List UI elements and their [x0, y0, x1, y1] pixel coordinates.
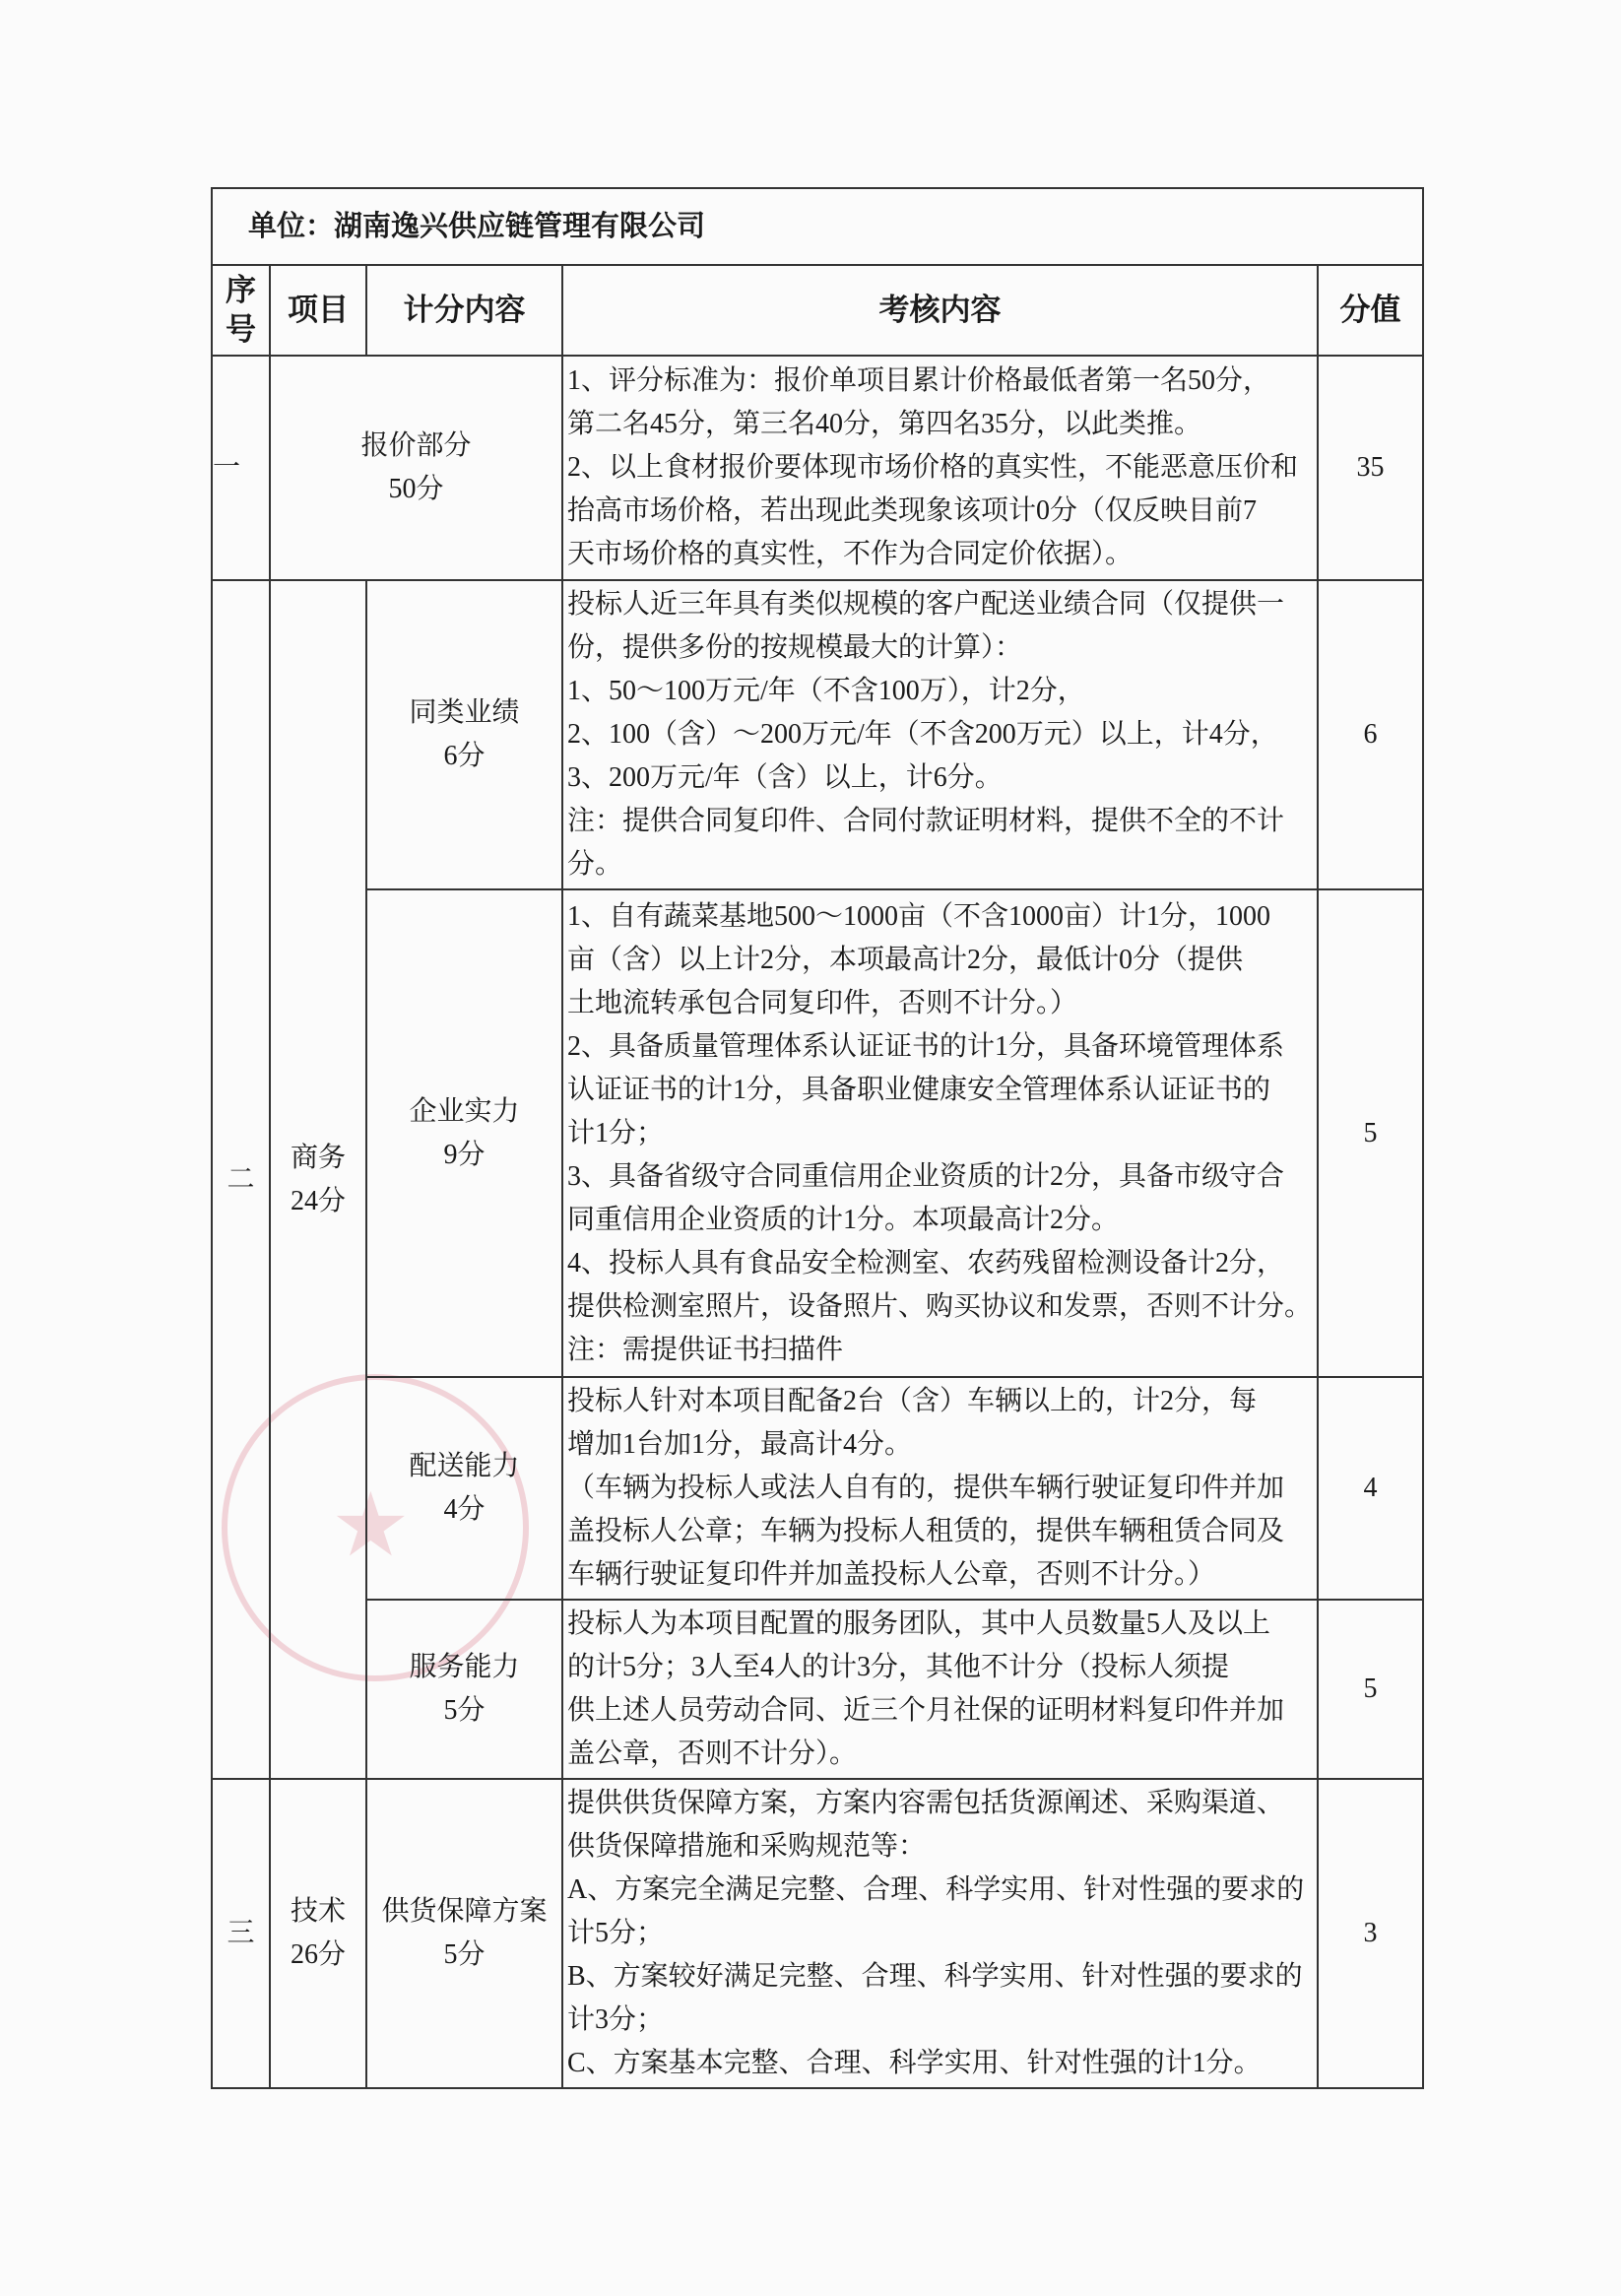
criteria-line: 抬高市场价格，若出现此类现象该项计0分（仅反映目前7	[567, 495, 1258, 526]
label-points: 4分	[443, 1494, 486, 1525]
label-points: 6分	[443, 741, 486, 771]
criteria-line: 投标人为本项目配置的服务团队，其中人员数量5人及以上	[567, 1608, 1271, 1639]
criteria-line: 4、投标人具有食品安全检测室、农药残留检测设备计2分，	[567, 1247, 1285, 1279]
criteria-line: 同重信用企业资质的计1分。本项最高计2分。	[567, 1204, 1120, 1235]
criteria-line: 亩（含）以上计2分，本项最高计2分，最低计0分（提供	[567, 944, 1244, 975]
row-criteria	[562, 889, 1318, 1377]
row-score: 35	[1318, 356, 1423, 580]
criteria-line: 3、200万元/年（含）以上，计6分。	[567, 762, 1003, 793]
criteria-line: 的计5分；3人至4人的计3分，其他不计分（投标人须提	[567, 1652, 1230, 1682]
table-row	[212, 889, 1423, 1377]
header-item: 项目	[270, 265, 366, 356]
header-row	[212, 265, 1423, 356]
label-points: 24分	[290, 1185, 346, 1216]
table-row	[212, 580, 1423, 889]
criteria-line: 盖投标人公章；车辆为投标人租赁的，提供车辆租赁合同及	[567, 1516, 1285, 1546]
label-points: 50分	[388, 474, 444, 504]
criteria-line: 注：需提供证书扫描件	[567, 1334, 844, 1365]
row-score: 3	[1318, 1779, 1423, 2088]
row-score: 6	[1318, 580, 1423, 889]
row-criteria	[562, 580, 1318, 889]
label-name: 配送能力	[409, 1451, 520, 1481]
row-criteria	[562, 1600, 1318, 1779]
criteria-line: 计5分；	[567, 1918, 665, 1948]
criteria-line: 认证证书的计1分，具备职业健康安全管理体系认证证书的	[567, 1074, 1271, 1105]
label-name: 技术	[290, 1896, 346, 1927]
label-points: 9分	[443, 1139, 486, 1170]
criteria-line: 供货保障措施和采购规范等：	[567, 1831, 927, 1862]
criteria-line: 1、自有蔬菜基地500～1000亩（不含1000亩）计1分，1000	[567, 900, 1271, 932]
criteria-line: 第二名45分，第三名40分，第四名35分，以此类推。	[567, 409, 1202, 439]
row-score: 5	[1318, 889, 1423, 1377]
criteria-line: 注：提供合同复印件、合同付款证明材料，提供不全的不计	[567, 806, 1285, 836]
criteria-line: B、方案较好满足完整、合理、科学实用、针对性强的要求的	[567, 1961, 1303, 1992]
row-criteria	[562, 1377, 1318, 1600]
criteria-line: 盖公章，否则不计分）。	[567, 1738, 858, 1769]
criteria-line: 1、50～100万元/年（不含100万），计2分，	[567, 676, 1085, 706]
label-name: 商务	[290, 1142, 346, 1173]
criteria-line: 3、具备省级守合同重信用企业资质的计2分，具备市级守合	[567, 1160, 1285, 1192]
header-score: 分值	[1318, 265, 1423, 356]
criteria-line: 分。	[567, 849, 623, 880]
row-criteria	[562, 356, 1318, 580]
row-seq: 三	[212, 1779, 270, 2088]
label-points: 5分	[443, 1939, 486, 1970]
row-seq: 一	[212, 356, 270, 580]
label-points: 26分	[290, 1939, 346, 1970]
criteria-line: 车辆行驶证复印件并加盖投标人公章，否则不计分。）	[567, 1559, 1216, 1590]
criteria-line: 投标人近三年具有类似规模的客户配送业绩合同（仅提供一	[567, 589, 1285, 620]
row-item	[270, 356, 562, 580]
criteria-line: 2、以上食材报价要体现市场价格的真实性，不能恶意压价和	[567, 452, 1299, 483]
header-criteria: 考核内容	[562, 265, 1318, 356]
table-row	[212, 1377, 1423, 1600]
row-scoring	[366, 1600, 562, 1779]
label-name: 同类业绩	[409, 697, 520, 728]
criteria-line: 份，提供多份的按规模最大的计算）：	[567, 632, 1023, 663]
criteria-line: 供上述人员劳动合同、近三个月社保的证明材料复印件并加	[567, 1695, 1285, 1726]
row-scoring	[366, 580, 562, 889]
scoring-table	[211, 187, 1424, 2089]
label-name: 报价部分	[360, 430, 472, 461]
criteria-line: 2、具备质量管理体系认证证书的计1分，具备环境管理体系	[567, 1030, 1285, 1062]
label-name: 企业实力	[409, 1095, 520, 1127]
criteria-line: 提供检测室照片，设备照片、购买协议和发票，否则不计分。	[567, 1290, 1313, 1322]
row-scoring	[366, 1779, 562, 2088]
unit-title: 单位：湖南逸兴供应链管理有限公司	[212, 188, 1423, 265]
label-points: 5分	[443, 1695, 486, 1726]
criteria-line: 投标人针对本项目配备2台（含）车辆以上的，计2分，每	[567, 1386, 1258, 1416]
label-name: 供货保障方案	[381, 1896, 548, 1927]
criteria-line: C、方案基本完整、合理、科学实用、针对性强的计1分。	[567, 2048, 1262, 2078]
criteria-line: 提供供货保障方案，方案内容需包括货源阐述、采购渠道、	[567, 1788, 1285, 1818]
row-criteria	[562, 1779, 1318, 2088]
criteria-line: 增加1台加1分，最高计4分。	[567, 1429, 913, 1460]
row-item	[270, 580, 366, 1779]
header-scoring: 计分内容	[366, 265, 562, 356]
row-seq: 二	[212, 580, 270, 1779]
criteria-line: A、方案完全满足完整、合理、科学实用、针对性强的要求的	[567, 1874, 1305, 1905]
criteria-line: 计3分；	[567, 2004, 665, 2035]
row-score: 5	[1318, 1600, 1423, 1779]
criteria-line: 土地流转承包合同复印件，否则不计分。）	[567, 987, 1078, 1018]
criteria-line: 2、100（含）～200万元/年（不含200万元）以上，计4分，	[567, 719, 1278, 750]
row-scoring	[366, 1377, 562, 1600]
label-name: 服务能力	[409, 1652, 520, 1682]
row-item	[270, 1779, 366, 2088]
table-row	[212, 1779, 1423, 2088]
criteria-line: 天市场价格的真实性，不作为合同定价依据）。	[567, 539, 1134, 569]
criteria-line: （车辆为投标人或法人自有的，提供车辆行驶证复印件并加	[567, 1473, 1285, 1503]
unit-row	[212, 188, 1423, 265]
table-row	[212, 1600, 1423, 1779]
header-seq: 序号	[212, 265, 270, 356]
criteria-line: 1、评分标准为：报价单项目累计价格最低者第一名50分，	[567, 365, 1271, 396]
row-scoring	[366, 889, 562, 1377]
criteria-line: 计1分；	[567, 1117, 665, 1148]
row-score: 4	[1318, 1377, 1423, 1600]
table-row	[212, 356, 1423, 580]
